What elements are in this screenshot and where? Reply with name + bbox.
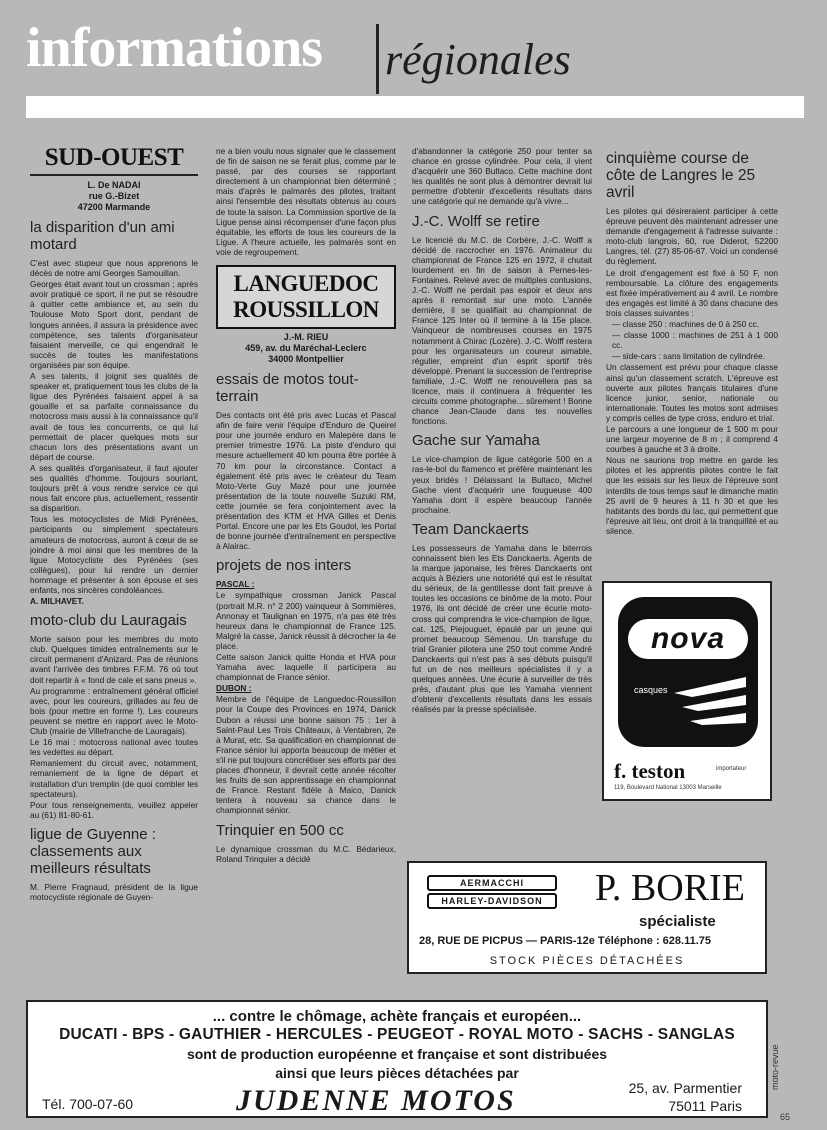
ad-slogan: ... contre le chômage, achète français et européen...: [212, 1008, 582, 1025]
paragraph: Le sympathique crossman Janick Pascal (portrait M.R. n° 2 200) vainqueur à Sommières, Annonay et Taulignan en 1975, n'a pas été très heureux dans le championnat de France 125. Malgré la casse, Janick réussit à décrocher la 4e place.: [216, 590, 396, 651]
article-heading: Team Danckaerts: [412, 520, 529, 538]
judenne-motos-ad: [26, 1000, 768, 1118]
nova-logo: nova: [628, 619, 748, 659]
harley-badge: HARLEY-DAVIDSON: [427, 893, 557, 909]
paragraph: ne a bien voulu nous signaler que le classement de fin de saison ne se ferait plus, comme par le passé, par des courses se rapportant directement à un championnat bien déterminé ; mais d'après le palmarès des pilotes, traitant ainsi l'ensemble des résultats obtenus au cours de toute la saison. La Commission sportive de la Ligue pense ainsi récompenser d'une façon plus équitable, les efforts de tous les coureurs de la Ligue. A l'heure actuelle, les palmarès sont en voie de regroupement.: [216, 146, 396, 257]
brand-list: DUCATI - BPS - GAUTHIER - HERCULES - PEUGEOT - ROYAL MOTO - SACHS - SANGLAS: [59, 1026, 735, 1043]
paragraph: Georges était avant tout un crossman ; après avoir pratiqué ce sport, il ne put se résoudre à quitter cette ambiance et, au sein du Toulouse Moto Sport dont, pendant de longues années, il assura la présidence avec compétence, ses talents d'organisateur faisaient merveille, ce qui engendrait le succès de toutes les manifestations organisées par son équipe.: [30, 279, 198, 370]
borie-address: 28, RUE DE PICPUS — PARIS-12e Téléphone : 628.11.75: [419, 935, 712, 947]
paragraph: Remaniement du circuit avec, notamment, remaniement de la ligne de départ et installation d'un tremplin (de quoi combler les spectateurs).: [30, 758, 198, 799]
article-heading: Trinquier en 500 cc: [216, 821, 344, 839]
borie-dealer-ad: [407, 861, 767, 974]
page-number: 65: [780, 1112, 791, 1122]
region-title-languedoc: [216, 265, 396, 329]
phone-number: Tél. 700-07-60: [42, 1096, 134, 1112]
paragraph: Cette saison Janick quitte Honda et HVA pour Yamaha avec laquelle il participera au championnat de France sénior.: [216, 652, 396, 683]
magazine-name: moto-revue: [770, 1044, 780, 1090]
importer-label: importateur: [716, 766, 747, 772]
title-divider: [376, 24, 379, 94]
judenne-logo: JUDENNE MOTOS: [236, 1084, 516, 1117]
address-line: rue G.-Bizet: [88, 191, 140, 201]
address-line: 459, av. du Maréchal-Leclerc: [245, 343, 367, 354]
section-subtitle: régionales: [385, 35, 571, 84]
article-heading: J.-C. Wolff se retire: [412, 212, 540, 230]
article-heading: ligue de Guyenne : classements aux meilleurs résultats: [30, 825, 156, 877]
ad-line: sont de production européenne et française et sont distribuées: [186, 1046, 608, 1062]
paragraph: Les pilotes qui désireraient participer à cette épreuve peuvent dès maintenant adresser une demande d'engagement à l'adresse suivante : moto-club langrois, 60, rue Diderot, 52200 Langres, tél. (27) 85-06-67. Voici un condensé du règlement.: [606, 206, 778, 267]
paragraph: Le licencié du M.C. de Corbère, J.-C. Wolff a décidé de raccrocher en 1976. Animateur du championnat de France 125 en 1972, il chutait lourdement en fin de saison à Pernes-les-Fontaines. Relevé avec de multiples contusions, J.-C. Wolff ne perdait pas espoir et deux ans après il remontait sur une moto. L'année dernière, il se qualifiait au championnat de France 125 Inter où il termine à la 15e place. Vainqueur de nombreuses courses en 1975 notamment à Chirac (Lozère). J.-C. Wolff restera pour les organisateurs un coureur aimable, régulier, empreint d'un esprit sportif très développé. Prenant la succession de l'entreprise familiale, J.-C. Wolff ne renouvellera pas sa licence, mais il continuera à fréquenter les circuits comme photographe... sûrement ! Bonne chance Jean-Claude dans tes nouvelles fonctions.: [412, 234, 592, 427]
paragraph: Le droit d'engagement est fixé à 50 F, non remboursable. La clôture des engagements est fixée impérativement au 4 avril. Le nombre des engagés est limité à 30 dans chacune des trois classes suivantes :: [606, 267, 778, 318]
region-line: LANGUEDOC: [233, 271, 379, 297]
article-heading: la disparition d'un ami motard: [30, 219, 175, 253]
paragraph: Membre de l'équipe de Languedoc-Roussillon pour la Coupe des Provinces en 1974, Danick Dubon a réussi une bonne saison 75 : 1er à Saint-Paul Les Trois Châteaux, à Ventabren, 2e à Murat, etc. Sa qualification en championnat de France sénior lui apporta beaucoup de métier et s'il ne put toujours concrétiser ses efforts par des places d'honneur, il devrait cette année récolter les fruits de son apprentissage en championnat de France. Restant fidèle à Maico, Danick tentera à nouveau sa chance dans le championnat sénior.: [216, 694, 396, 816]
paragraph: Des contacts ont été pris avec Lucas et Pascal afin de faire venir l'équipe d'Enduro de Queirel pour une journée enduro en Malepère dans le premier trimestre 1976. La piste d'enduro qui mesure actuellement 40 km pourra être portée à 70 km pour la circonstance. Contact a également été pris avec le créateur du Team Moto-Verte Guy Mazé pour une journée présentation de la toute nouvelle Suzuki RM, cette journée se fera conjointement avec la présentation des KTM et HVA Gilles et Denis Portal. Encore une par les Ets Goudol, les Portal de bonne journée d'entraînement en perspective à Alairac.: [216, 410, 396, 552]
specialist-label: spécialiste: [639, 913, 716, 930]
list-item: — classe 1000 : machines de 251 à 1 000 cc.: [612, 330, 778, 351]
article-heading: Gache sur Yamaha: [412, 432, 540, 450]
column-2: [216, 146, 396, 994]
nova-helmets-ad: [602, 581, 772, 801]
article-heading: projets de nos inters: [216, 557, 352, 575]
borie-name: P. BORIE: [595, 867, 745, 909]
aermacchi-badge: AERMACCHI: [427, 875, 557, 891]
subheading: PASCAL :: [216, 579, 255, 590]
ad-line: ainsi que leurs pièces détachées par: [275, 1065, 519, 1081]
paragraph: Le dynamique crossman du M.C. Bédarieux, Roland Trinquier a décidé: [216, 843, 396, 864]
nova-logo-panel: [618, 597, 758, 747]
stock-label: STOCK PIÈCES DÉTACHÉES: [489, 955, 685, 967]
paragraph: M. Pierre Fragnaud, président de la ligue motocycliste régionale de Guyen-: [30, 881, 198, 902]
brand-badges: [427, 875, 557, 909]
region-line: ROUSSILLON: [233, 297, 379, 323]
divider: [30, 174, 198, 176]
paragraph: Pour tous renseignements, veuillez appeler au (61) 81-80-61.: [30, 799, 198, 820]
casques-label: casques: [634, 685, 668, 695]
signature: A. MILHAVET.: [30, 596, 84, 607]
column-1: [30, 144, 198, 1000]
paragraph: C'est avec stupeur que nous apprenons le décès de notre ami Georges Samouillan.: [30, 258, 198, 279]
header-rule: [26, 96, 804, 118]
article-heading: moto-club du Lauragais: [30, 612, 187, 630]
paragraph: Un classement est prévu pour chaque classe ainsi qu'un classement scratch. L'épreuve est ouverte aux pilotes français titulaires d'une licence junior, senior, nationale ou internationale. Toutes les motos sont admises y compris celles de type cross, enduro et trial.: [606, 362, 778, 423]
region-title-sud-ouest: SUD-OUEST: [44, 144, 184, 171]
paragraph: Le 16 mai : motocross national avec toutes les vedettes au départ.: [30, 737, 198, 758]
list-item: — classe 250 : machines de 0 à 250 cc.: [612, 319, 760, 330]
address-line: 34000 Montpellier: [268, 354, 344, 365]
teston-logo: f. teston: [614, 759, 686, 783]
paragraph: Le parcours a une longueur de 1 500 m pour une largeur moyenne de 8 m ; il comprend 4 courbes à gauche et 3 à droite.: [606, 423, 778, 455]
judenne-address-2: 75011 Paris: [668, 1098, 742, 1114]
helmet-wing-icon: [674, 673, 746, 729]
paragraph: Au programme : entraînement général officiel avec, pour les coureurs, grillades au feu de bois (pour mettre en forme !). Les coureurs peuvent se mettre en rapport avec le Moto-Club (mairie de Villefranche de Lauragais).: [30, 685, 198, 737]
column-3: [412, 146, 592, 846]
article-heading: essais de motos tout-terrain: [216, 371, 359, 406]
list-item: — side-cars : sans limitation de cylindrée.: [612, 351, 766, 362]
paragraph: A ses qualités d'organisateur, il faut ajouter ses qualités d'homme. Toujours souriant, toujours prêt à vous rendre service ce qui nous fait encore plus, actuellement, ressentir sa disparition.: [30, 462, 198, 514]
judenne-address-1: 25, av. Parmentier: [628, 1080, 742, 1096]
paragraph: Le vice-champion de ligue catégorie 500 en a ras-le-bol du flamenco et préfère maintenant les yeux bridés ! Délaissant la Bultaco, Michel Gache vient d'acquérir une fougueuse 400 Yamaha dont il espère beaucoup l'année prochaine.: [412, 454, 592, 515]
column-4: [606, 150, 778, 575]
subheading: DUBON :: [216, 683, 252, 694]
paragraph: Les possesseurs de Yamaha dans le biterrois connaissent bien les Ets Danckaerts. Agents de la marque japonaise, les frères Danckaerts ont acquis à Béziers une notoriété qui est le résultat du sérieux, de la gentillesse dont fait preuve à toutes les occasions ce binôme de la moto. Pour 1976, ils ont décidé de créer une écurie moto-cross qui comprendra le vice-champion de ligue, cat. 125, Piejouguet, épaulé par un jeune qui promet beaucoup Sémenou. Un transfuge du trial Granier pilotera une 250 tout comme André Danckaerts qui n'est pas à ses débuts puisqu'il fut un de nos meilleurs spécialistes il y a quelques années. Une écurie à surveiller de très près, d'autant plus que les Yamaha viennent d'obtenir d'excellents résultats dans les essais réalisés par la presse spécialisée.: [412, 542, 592, 715]
importer-address: 119, Boulevard National 13003 Marseille: [614, 785, 722, 791]
address-line: L. De NADAI: [87, 180, 141, 190]
paragraph: A ses talents, il joignit ses qualités de speaker et, pratiquement tous les clubs de la ligue des Pyrénées faisaient appel à sa gouaille et sa parfaite connaissance du motocross mais aussi à la connaissance qu'il avait de tous les concurrents, ce qui lui permettait de placer quelques mots sur chacun lors des présentations avant un départ de course.: [30, 371, 198, 462]
correspondent-address: [216, 332, 396, 365]
paragraph: Morte saison pour les membres du moto club. Quelques timides entraînements sur le circuit permanent d'Anizard. Pas de réunions avant l'arrivée des timbres F.F.M. 76 où tout doit repartir à « fond de cale et sans pneus ».: [30, 634, 198, 685]
address-line: 47200 Marmande: [77, 202, 151, 212]
paragraph: Tous les motocyclistes de Midi Pyrénées, participants ou simplement spectateurs amateurs de motocross, auront à cœur de se joindre à moi ainsi que les membres de la ligue Motocycliste des Pyrénées (ses collègues), pour lui rendre un dernier hommage et présenter à son épouse et ses enfants, nos sincères condoléances.: [30, 514, 198, 595]
paragraph: Nous ne saurions trop mettre en garde les pilotes et les apprentis pilotes contre le fait que les essais sur les lieux de l'épreuve sont interdits de tous temps sauf le dimanche matin 25 avril de 9 heures à 11 h 30 et que les habitants des bords du lac, qui permettent que l'épreuve ait lieu, ont droit à la tranquillité et au silence.: [606, 455, 778, 536]
paragraph: d'abandonner la catégorie 250 pour tenter sa chance en grosse cylindrée. Pour cela, il vient d'acquérir une 360 Bultaco. Cette machine dont les qualités ne sont plus à démontrer devrait lui permettre d'obtenir d'excellents résultats dans une catégorie qui ne demande qu'à vivre...: [412, 146, 592, 207]
section-title: informations: [26, 17, 322, 79]
address-line: J.-M. RIEU: [283, 332, 329, 343]
article-heading: cinquième course de côte de Langres le 25 avril: [606, 150, 756, 201]
correspondent-address: [30, 180, 198, 213]
